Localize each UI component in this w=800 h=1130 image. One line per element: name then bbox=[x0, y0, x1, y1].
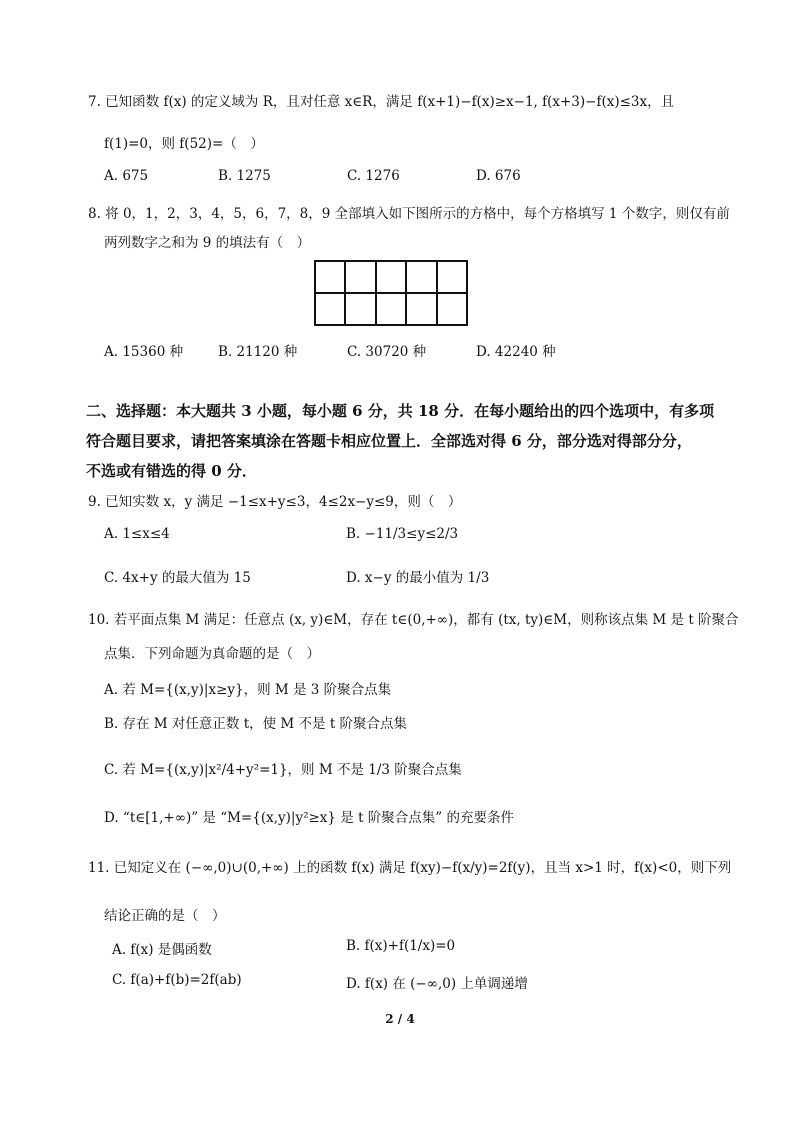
q8-stem-line2: 两列数字之和为 9 的填法有（ ） bbox=[104, 235, 311, 251]
grid-cell bbox=[346, 294, 376, 326]
grid-cell bbox=[438, 294, 468, 326]
section2-instructions-line3: 不选或有错选的得 0 分． bbox=[86, 462, 257, 480]
q10-option-d: D. “t∈[1,+∞)” 是 “M={(x,y)|y²≥x} 是 t 阶聚合点集” 的充要条件 bbox=[104, 810, 514, 826]
q9-option-d: D. x−y 的最小值为 1/3 bbox=[346, 570, 490, 586]
q11-stem-line1: 11. 已知定义在 (−∞,0)∪(0,+∞) 上的函数 f(x) 满足 f(xy)−f(x/y)=2f(y)，且当 x>1 时，f(x)<0，则下列 bbox=[88, 860, 732, 876]
q10-option-c: C. 若 M={(x,y)|x²/4+y²=1}，则 M 不是 1/3 阶聚合点集 bbox=[104, 762, 462, 778]
q11-option-a: A. f(x) 是偶函数 bbox=[112, 942, 212, 958]
grid-cell bbox=[316, 294, 346, 326]
section2-instructions-line2: 符合题目要求，请把答案填涂在答题卡相应位置上．全部选对得 6 分，部分选对得部分分， bbox=[86, 432, 692, 450]
q8-option-b: B. 21120 种 bbox=[218, 344, 298, 360]
q11-option-b: B. f(x)+f(1/x)=0 bbox=[346, 938, 456, 954]
grid-cell bbox=[407, 262, 437, 294]
q8-stem-line1: 8. 将 0，1，2，3，4，5，6，7，8，9 全部填入如下图所示的方格中，每个方格填写 1 个数字，则仅有前 bbox=[88, 206, 730, 222]
q11-option-c: C. f(a)+f(b)=2f(ab) bbox=[112, 972, 242, 988]
q11-option-d: D. f(x) 在 (−∞,0) 上单调递增 bbox=[346, 976, 528, 992]
q7-option-d: D. 676 bbox=[476, 168, 521, 184]
grid-cell bbox=[346, 262, 376, 294]
q7-option-c: C. 1276 bbox=[347, 168, 400, 184]
q9-option-b: B. −11/3≤y≤2/3 bbox=[346, 526, 459, 542]
q10-option-a: A. 若 M={(x,y)|x≥y}，则 M 是 3 阶聚合点集 bbox=[104, 682, 392, 698]
q10-stem-line1: 10. 若平面点集 M 满足：任意点 (x, y)∈M，存在 t∈(0,+∞)，都有 (tx, ty)∈M，则称该点集 M 是 t 阶聚合 bbox=[88, 612, 739, 628]
q7-option-a: A. 675 bbox=[104, 168, 149, 184]
q8-option-c: C. 30720 种 bbox=[347, 344, 427, 360]
q9-option-a: A. 1≤x≤4 bbox=[104, 526, 170, 542]
page-number: 2 / 4 bbox=[385, 1012, 415, 1026]
q10-stem-line2: 点集．下列命题为真命题的是（ ） bbox=[104, 646, 320, 662]
grid-cell bbox=[377, 294, 407, 326]
q8-fill-grid bbox=[314, 260, 468, 326]
q7-stem-line2: f(1)=0，则 f(52)=（ ） bbox=[104, 136, 264, 152]
grid-cell bbox=[438, 262, 468, 294]
section2-instructions-line1: 二、选择题：本大题共 3 小题，每小题 6 分，共 18 分．在每小题给出的四个选项中，有多项 bbox=[86, 402, 715, 420]
q8-option-d: D. 42240 种 bbox=[476, 344, 556, 360]
grid-cell bbox=[407, 294, 437, 326]
q9-stem: 9. 已知实数 x，y 满足 −1≤x+y≤3，4≤2x−y≤9，则（ ） bbox=[88, 494, 462, 510]
q7-stem-line1: 7. 已知函数 f(x) 的定义域为 R，且对任意 x∈R，满足 f(x+1)−f(x)≥x−1, f(x+3)−f(x)≤3x，且 bbox=[88, 94, 675, 110]
q8-option-a: A. 15360 种 bbox=[104, 344, 184, 360]
q11-stem-line2: 结论正确的是（ ） bbox=[104, 908, 226, 924]
q9-option-c: C. 4x+y 的最大值为 15 bbox=[104, 570, 251, 586]
q7-option-b: B. 1275 bbox=[218, 168, 271, 184]
q10-option-b: B. 存在 M 对任意正数 t，使 M 不是 t 阶聚合点集 bbox=[104, 716, 408, 732]
grid-cell bbox=[316, 262, 346, 294]
grid-cell bbox=[377, 262, 407, 294]
